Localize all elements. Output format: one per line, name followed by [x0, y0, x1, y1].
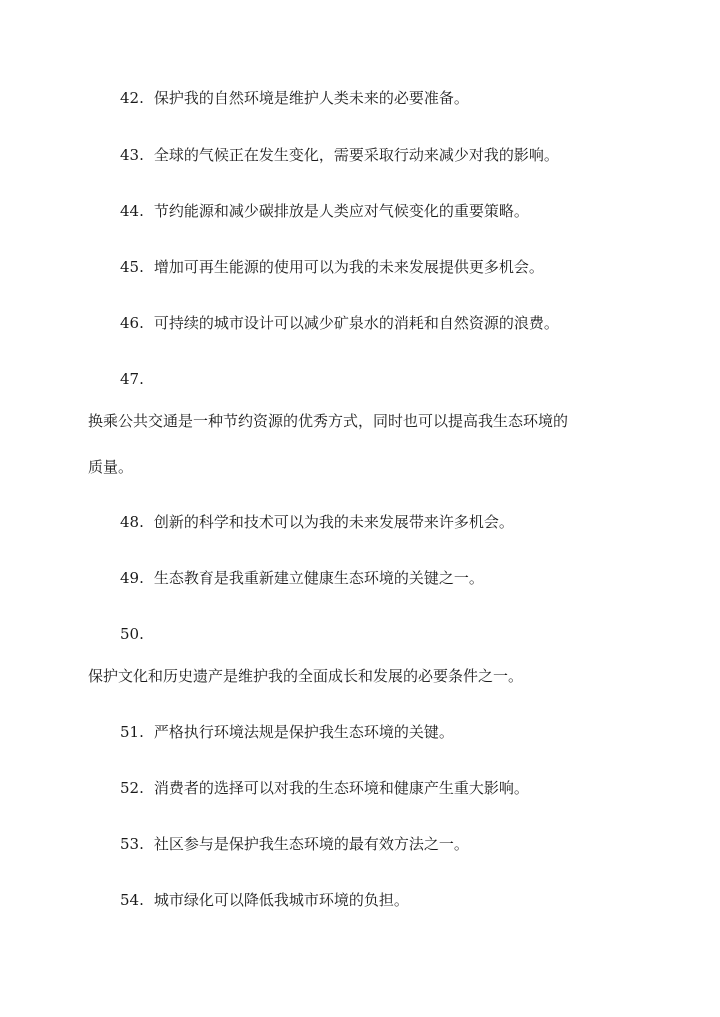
item-text-line [88, 457, 133, 477]
item-text: 节约能源和减少碳排放是人类应对气候变化的重要策略。 [153, 202, 529, 220]
item-text: 城市绿化可以降低我城市环境的负担。 [153, 891, 409, 909]
list-item [120, 512, 514, 532]
item-text: 可持续的城市设计可以减少矿泉水的消耗和自然资源的浪费。 [153, 314, 559, 332]
item-number: 43. [120, 146, 144, 164]
list-item [120, 722, 454, 742]
item-number: 44. [120, 202, 144, 220]
item-number: 46. [120, 314, 144, 332]
list-item [120, 890, 409, 910]
item-number: 54. [120, 891, 144, 909]
item-number-line [120, 369, 144, 389]
item-text-line [88, 666, 523, 686]
item-number: 50. [120, 625, 144, 643]
item-number-line [120, 624, 144, 644]
list-item [120, 145, 559, 165]
list-item [120, 778, 529, 798]
item-text: 全球的气候正在发生变化，需要采取行动来减少对我的影响。 [153, 146, 559, 164]
item-text: 生态教育是我重新建立健康生态环境的关键之一。 [153, 569, 484, 587]
list-item [120, 88, 469, 108]
item-text: 创新的科学和技术可以为我的未来发展带来许多机会。 [153, 513, 514, 531]
item-text: 保护文化和历史遗产是维护我的全面成长和发展的必要条件之一。 [88, 667, 524, 685]
item-number: 48. [120, 513, 144, 531]
item-text: 质量。 [88, 458, 134, 476]
item-number: 52. [120, 779, 144, 797]
item-text: 社区参与是保护我生态环境的最有效方法之一。 [153, 835, 469, 853]
list-item [120, 568, 484, 588]
item-number: 53. [120, 835, 144, 853]
list-item [120, 201, 529, 221]
list-item [120, 834, 469, 854]
item-text: 保护我的自然环境是维护人类未来的必要准备。 [153, 89, 469, 107]
item-text-line [88, 411, 568, 431]
item-number: 45. [120, 258, 144, 276]
list-item [120, 257, 544, 277]
item-number: 47. [120, 370, 144, 388]
item-number: 49. [120, 569, 144, 587]
item-text: 换乘公共交通是一种节约资源的优秀方式，同时也可以提高我生态环境的 [88, 412, 569, 430]
item-text: 增加可再生能源的使用可以为我的未来发展提供更多机会。 [153, 258, 544, 276]
item-text: 严格执行环境法规是保护我生态环境的关键。 [153, 723, 454, 741]
item-number: 42. [120, 89, 144, 107]
list-item [120, 313, 559, 333]
item-text: 消费者的选择可以对我的生态环境和健康产生重大影响。 [153, 779, 529, 797]
item-number: 51. [120, 723, 144, 741]
